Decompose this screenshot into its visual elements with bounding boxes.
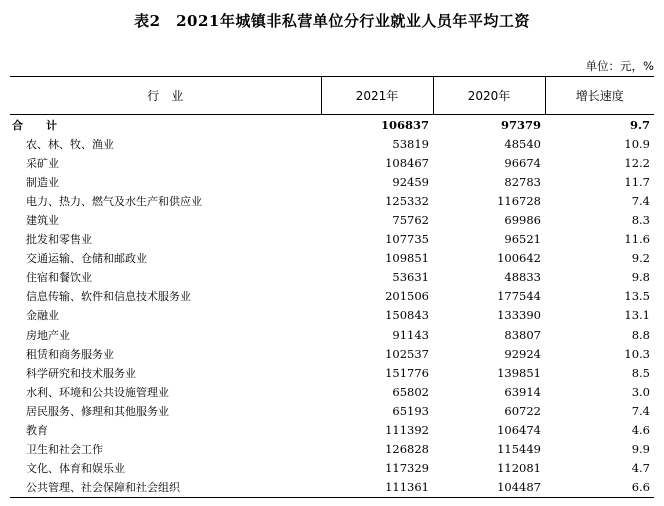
wage-2021-cell: 201506: [385, 289, 429, 304]
industry-cell: 住宿和餐饮业: [26, 271, 92, 285]
growth-cell: 13.5: [624, 289, 650, 304]
wage-2021-cell: 126828: [385, 442, 429, 457]
growth-cell: 8.8: [631, 327, 650, 342]
unit-note: 单位：元，%: [585, 59, 654, 73]
wage-2020-cell: 177544: [497, 289, 541, 304]
table-row: [10, 306, 654, 325]
industry-cell: 租赁和商务服务业: [26, 347, 114, 361]
table-row: [10, 268, 654, 287]
wage-table: [10, 76, 654, 498]
wage-2020-cell: 100642: [497, 251, 541, 266]
industry-cell: 交通运输、仓储和邮政业: [26, 252, 147, 266]
growth-cell: 11.6: [624, 232, 650, 247]
wage-2021-cell: 117329: [385, 461, 429, 476]
table-row: [10, 344, 654, 363]
wage-2020-cell: 116728: [497, 193, 541, 208]
industry-cell: 电力、热力、燃气及水生产和供应业: [26, 194, 202, 208]
table-row: [10, 401, 654, 420]
industry-cell: 合 计: [12, 118, 63, 132]
growth-cell: 7.4: [631, 193, 650, 208]
wage-2020-cell: 115449: [497, 442, 541, 457]
industry-cell: 科学研究和技术服务业: [26, 366, 136, 380]
table-row: [10, 191, 654, 210]
industry-cell: 建筑业: [26, 214, 59, 228]
wage-2020-cell: 92924: [504, 346, 541, 361]
wage-2021-cell: 53819: [392, 136, 429, 151]
table-row: [10, 421, 654, 440]
column-header-growth: 增长速度: [545, 77, 654, 115]
growth-cell: 11.7: [624, 174, 650, 189]
industry-cell: 教育: [26, 424, 48, 438]
wage-2020-cell: 48833: [504, 270, 541, 285]
table-body: [10, 115, 654, 498]
table-row: [10, 440, 654, 459]
growth-cell: 9.2: [631, 251, 650, 266]
wage-2020-cell: 133390: [497, 308, 541, 323]
wage-2020-cell: 82783: [504, 174, 541, 189]
growth-cell: 13.1: [624, 308, 650, 323]
header-row: [10, 77, 654, 115]
table-row: [10, 382, 654, 401]
industry-cell: 金融业: [26, 309, 59, 323]
growth-cell: 9.7: [629, 117, 650, 132]
wage-2020-cell: 104487: [433, 478, 545, 498]
wage-2020-cell: 83807: [504, 327, 541, 342]
industry-cell: 农、林、牧、渔业: [26, 137, 114, 151]
industry-cell: 公共管理、社会保障和社会组织: [10, 478, 321, 498]
wage-2020-cell: 96521: [504, 232, 541, 247]
column-header-industry: 行 业: [10, 77, 321, 115]
industry-cell: 水利、环境和公共设施管理业: [26, 385, 169, 399]
table-row: [10, 153, 654, 172]
table-row: [10, 230, 654, 249]
table-row: [10, 210, 654, 229]
industry-cell: 文化、体育和娱乐业: [26, 462, 125, 476]
wage-2021-cell: 65193: [392, 403, 429, 418]
table-row: [10, 325, 654, 344]
growth-cell: 8.5: [631, 365, 650, 380]
growth-cell: 9.9: [631, 442, 650, 457]
growth-cell: 6.6: [545, 478, 654, 498]
wage-2021-cell: 92459: [392, 174, 429, 189]
wage-2021-cell: 150843: [385, 308, 429, 323]
growth-cell: 7.4: [631, 403, 650, 418]
table-row: [10, 363, 654, 382]
industry-cell: 批发和零售业: [26, 233, 92, 247]
wage-2020-cell: 112081: [497, 461, 541, 476]
column-header-2021: 2021年: [321, 77, 433, 115]
wage-2021-cell: 125332: [385, 193, 429, 208]
growth-cell: 10.9: [624, 136, 650, 151]
industry-cell: 卫生和社会工作: [26, 443, 103, 457]
industry-cell: 房地产业: [26, 328, 70, 342]
table-row: [10, 249, 654, 268]
table-title: 表2 2021年城镇非私营单位分行业就业人员年平均工资: [134, 12, 530, 30]
table-row: [10, 478, 654, 498]
table-row: [10, 172, 654, 191]
wage-2020-cell: 63914: [504, 384, 541, 399]
growth-cell: 4.6: [631, 423, 650, 438]
wage-2021-cell: 75762: [392, 213, 429, 228]
wage-2021-cell: 91143: [392, 327, 429, 342]
wage-2020-cell: 60722: [504, 403, 541, 418]
wage-2020-cell: 106474: [497, 423, 541, 438]
growth-cell: 4.7: [631, 461, 650, 476]
column-header-2020: 2020年: [433, 77, 545, 115]
industry-cell: 采矿业: [26, 156, 59, 170]
industry-cell: 居民服务、修理和其他服务业: [26, 404, 169, 418]
table-row: [10, 459, 654, 478]
growth-cell: 12.2: [624, 155, 650, 170]
wage-2021-cell: 102537: [385, 346, 429, 361]
wage-2021-cell: 151776: [385, 365, 429, 380]
wage-2020-cell: 69986: [504, 213, 541, 228]
wage-2021-cell: 65802: [392, 384, 429, 399]
wage-2021-cell: 107735: [385, 232, 429, 247]
wage-2021-cell: 109851: [385, 251, 429, 266]
industry-cell: 信息传输、软件和信息技术服务业: [26, 290, 191, 304]
wage-2021-cell: 106837: [380, 117, 429, 132]
total-row: [10, 115, 654, 135]
wage-2020-cell: 48540: [504, 136, 541, 151]
table-row: [10, 287, 654, 306]
growth-cell: 8.3: [631, 213, 650, 228]
wage-2021-cell: 111361: [321, 478, 433, 498]
wage-2020-cell: 139851: [497, 365, 541, 380]
wage-2020-cell: 97379: [500, 117, 541, 132]
growth-cell: 3.0: [631, 384, 650, 399]
wage-2021-cell: 111392: [385, 423, 429, 438]
wage-2020-cell: 96674: [504, 155, 541, 170]
industry-cell: 制造业: [26, 175, 59, 189]
growth-cell: 10.3: [624, 346, 650, 361]
wage-2021-cell: 108467: [385, 155, 429, 170]
growth-cell: 9.8: [631, 270, 650, 285]
wage-2021-cell: 53631: [392, 270, 429, 285]
table-row: [10, 134, 654, 153]
